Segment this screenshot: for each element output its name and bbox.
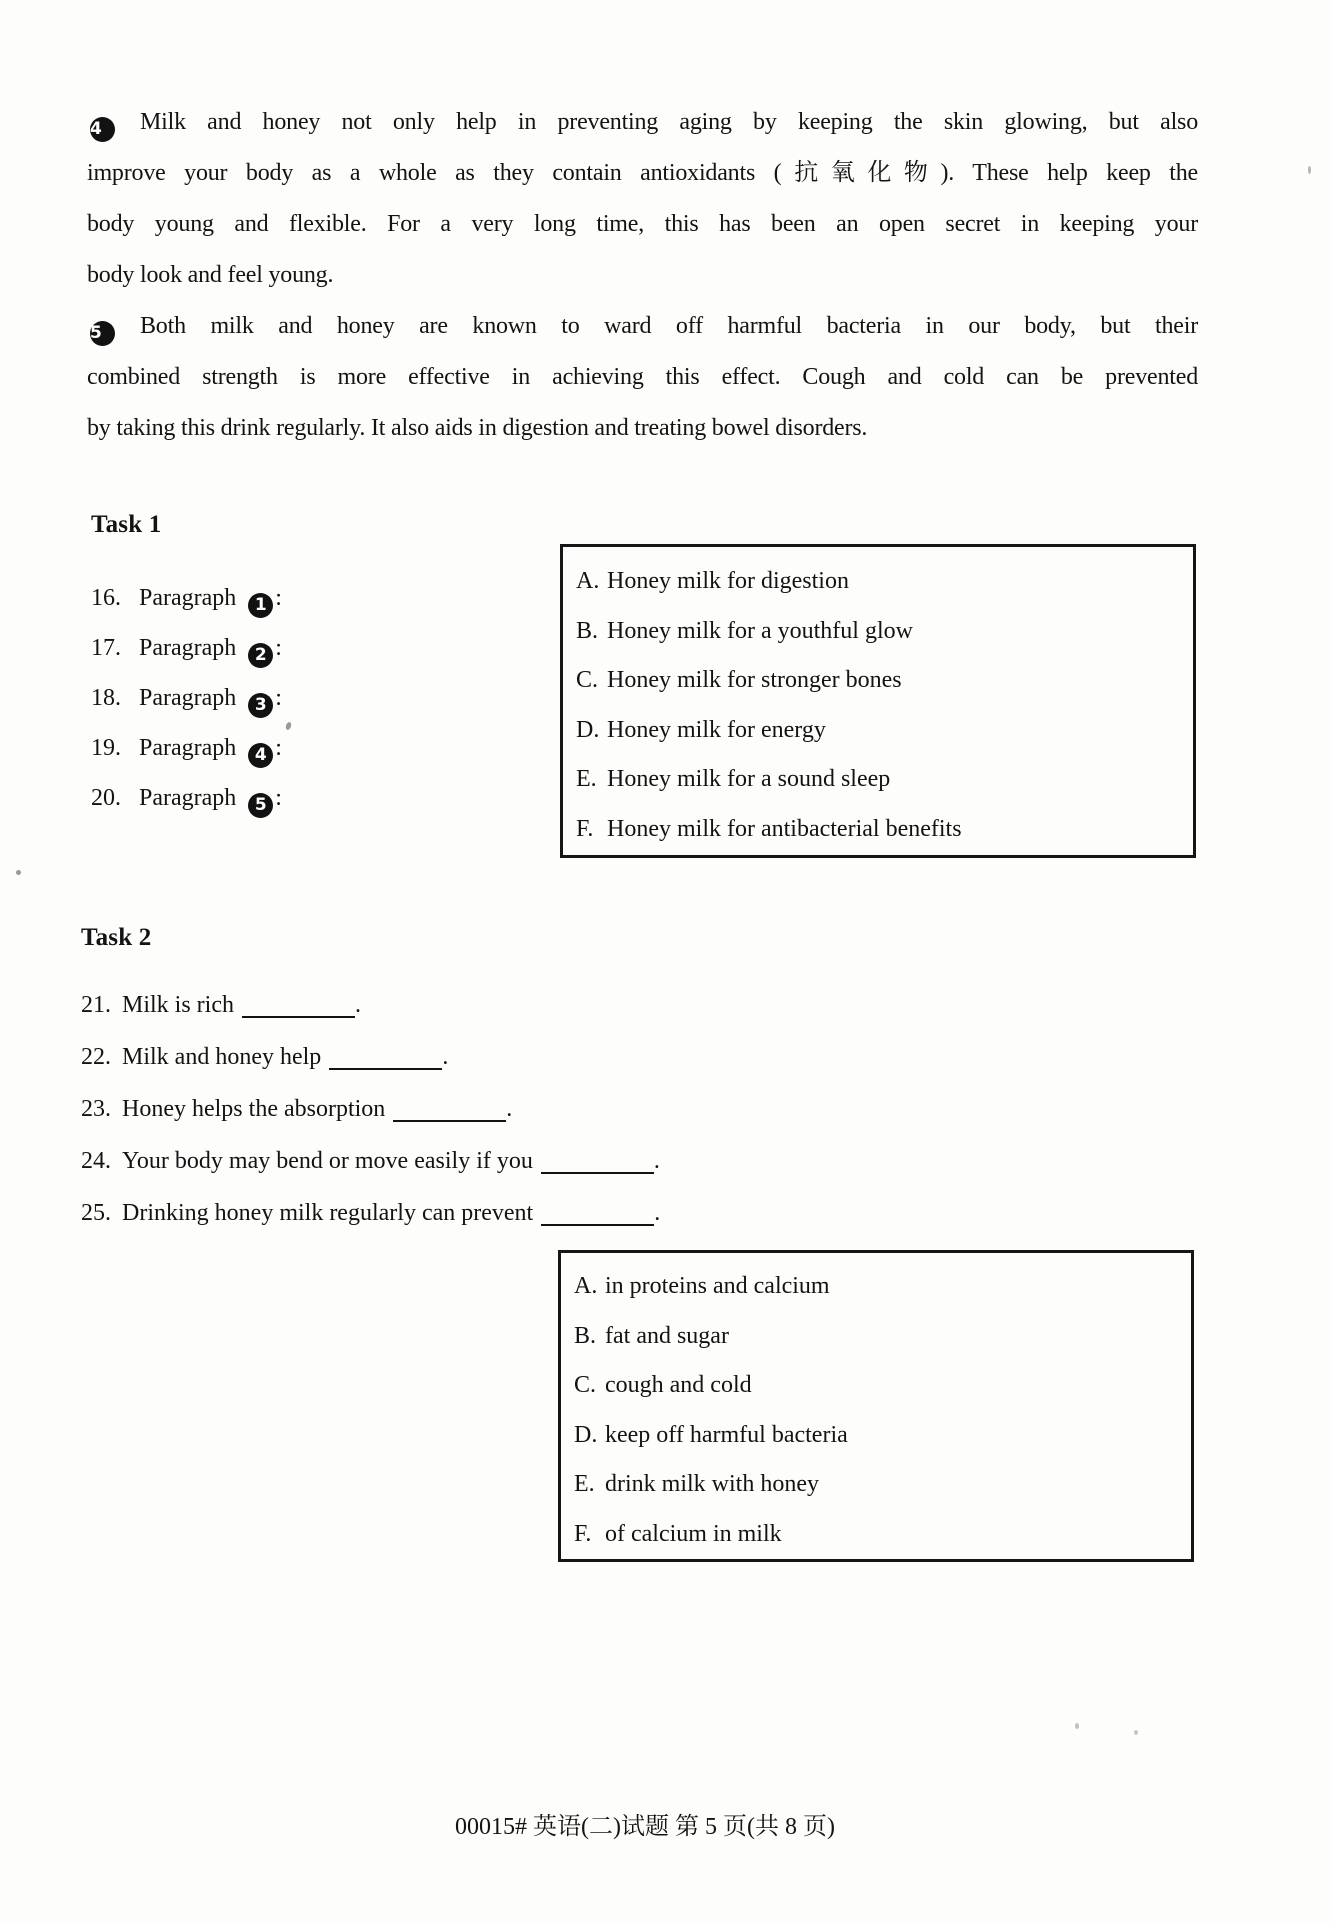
- paragraph-text: Both milk and honey are known to ward off harmful bacteria in our body, but their: [140, 313, 1198, 339]
- question-number: 24.: [81, 1148, 111, 1174]
- option-row-c: [574, 1361, 1191, 1411]
- question-text: Your body may bend or move easily if you: [122, 1148, 533, 1174]
- option-letter: C.: [576, 667, 599, 693]
- paragraph-5-marker-icon: 5: [90, 321, 115, 346]
- reading-passage: [87, 97, 1198, 454]
- option-row-d: [574, 1411, 1191, 1461]
- paragraph-line: improve your body as a whole as they contain antioxidants (抗氧化物). These help keep the: [87, 160, 1198, 186]
- question-colon: :: [275, 785, 282, 811]
- question-period: .: [653, 1148, 660, 1174]
- option-letter: B.: [576, 617, 599, 644]
- question-text: Paragraph: [139, 635, 237, 661]
- circled-1-icon: 1: [248, 593, 273, 618]
- paragraph-4: [87, 97, 1198, 301]
- task2-item-21: [81, 979, 660, 1031]
- task2-heading: Task 2: [81, 924, 152, 951]
- option-text: in proteins and calcium: [605, 1273, 830, 1299]
- question-period: .: [506, 1096, 513, 1122]
- question-text: Paragraph: [139, 685, 237, 711]
- task1-options-box: [560, 544, 1196, 858]
- question-number: 25.: [81, 1200, 111, 1226]
- option-letter: E.: [576, 766, 597, 792]
- paragraph-line: [87, 301, 1198, 352]
- option-text: Honey milk for antibacterial benefits: [607, 815, 962, 842]
- option-text: Honey milk for energy: [607, 716, 826, 743]
- task1-item-17: [91, 623, 282, 673]
- question-number: 22.: [81, 1044, 111, 1070]
- task1-item-20: [91, 773, 282, 823]
- option-row-b: [574, 1312, 1191, 1362]
- paragraph-4-marker-icon: 4: [90, 117, 115, 142]
- task2-item-25: [81, 1187, 660, 1239]
- option-text: drink milk with honey: [605, 1471, 819, 1497]
- question-number: 17.: [91, 635, 121, 661]
- scan-artifact: [1134, 1730, 1138, 1735]
- question-text: Drinking honey milk regularly can prevent: [122, 1200, 534, 1226]
- task2-item-24: [81, 1135, 660, 1187]
- paragraph-text: Milk and honey not only help in preventing aging by keeping the skin glowing, but also: [140, 109, 1198, 135]
- question-colon: :: [275, 635, 282, 661]
- option-text: cough and cold: [605, 1372, 752, 1398]
- question-period: .: [654, 1200, 661, 1226]
- circled-2-icon: 2: [248, 643, 273, 668]
- answer-blank: [541, 1164, 654, 1174]
- task2-question-list: [81, 979, 660, 1239]
- task1-question-list: [91, 573, 282, 823]
- question-number: 19.: [91, 735, 121, 761]
- option-row-b: [576, 607, 1193, 657]
- scan-artifact: [285, 721, 292, 730]
- option-letter: D.: [574, 1421, 598, 1448]
- task2-item-23: [81, 1083, 660, 1135]
- option-letter: F.: [574, 1520, 592, 1547]
- scan-artifact: [16, 870, 21, 875]
- option-row-f: [574, 1510, 1191, 1560]
- task2-item-22: [81, 1031, 660, 1083]
- option-text: Honey milk for digestion: [607, 568, 849, 594]
- scan-artifact: [1308, 166, 1311, 174]
- question-number: 21.: [81, 992, 111, 1018]
- option-row-a: [574, 1262, 1191, 1312]
- circled-3-icon: 3: [248, 693, 273, 718]
- answer-blank: [541, 1216, 654, 1226]
- question-period: .: [442, 1044, 449, 1070]
- question-colon: :: [275, 735, 282, 761]
- option-letter: F.: [576, 815, 594, 842]
- option-row-a: [576, 557, 1193, 607]
- question-period: .: [355, 992, 361, 1018]
- circled-5-icon: 5: [248, 793, 273, 818]
- answer-blank: [242, 1008, 355, 1018]
- option-text: Honey milk for stronger bones: [607, 667, 902, 693]
- task1-item-18: [91, 673, 282, 723]
- option-row-d: [576, 706, 1193, 756]
- paragraph-line: [87, 97, 1198, 148]
- task1-item-16: [91, 573, 282, 623]
- question-text: Paragraph: [139, 585, 237, 611]
- option-row-e: [576, 755, 1193, 805]
- page-footer: 00015# 英语(二)试题 第 5 页(共 8 页): [455, 1814, 835, 1840]
- task2-options-box: [558, 1250, 1194, 1562]
- circled-4-icon: 4: [248, 743, 273, 768]
- task1-item-19: [91, 723, 282, 773]
- question-text: Paragraph: [139, 735, 237, 761]
- option-text: of calcium in milk: [605, 1520, 782, 1547]
- question-number: 18.: [91, 685, 121, 711]
- option-text: Honey milk for a youthful glow: [607, 617, 913, 644]
- question-text: Milk and honey help: [122, 1044, 322, 1070]
- question-number: 23.: [81, 1096, 111, 1122]
- question-colon: :: [275, 685, 282, 711]
- question-colon: :: [275, 585, 282, 611]
- paragraph-line: body young and flexible. For a very long time, this has been an open secret in keeping your: [87, 211, 1198, 237]
- option-text: keep off harmful bacteria: [605, 1421, 848, 1448]
- task1-heading: Task 1: [91, 511, 162, 538]
- paragraph-5: [87, 301, 1198, 454]
- question-text: Paragraph: [139, 785, 237, 811]
- paragraph-line: body look and feel young.: [87, 262, 334, 288]
- option-letter: A.: [576, 568, 600, 594]
- answer-blank: [329, 1060, 442, 1070]
- option-text: Honey milk for a sound sleep: [607, 766, 891, 792]
- question-text: Honey helps the absorption: [122, 1096, 386, 1122]
- answer-blank: [393, 1112, 506, 1122]
- option-letter: C.: [574, 1372, 597, 1398]
- question-text: Milk is rich: [122, 992, 234, 1018]
- option-row-f: [576, 805, 1193, 855]
- option-letter: B.: [574, 1322, 597, 1349]
- option-row-c: [576, 656, 1193, 706]
- scan-artifact: [1075, 1723, 1079, 1729]
- option-letter: D.: [576, 716, 600, 743]
- question-number: 20.: [91, 785, 121, 811]
- paragraph-line: combined strength is more effective in achieving this effect. Cough and cold can be prevented: [87, 364, 1198, 390]
- option-letter: E.: [574, 1471, 595, 1497]
- option-text: fat and sugar: [605, 1322, 729, 1349]
- option-row-e: [574, 1460, 1191, 1510]
- paragraph-line: by taking this drink regularly. It also aids in digestion and treating bowel disorders.: [87, 415, 868, 441]
- option-letter: A.: [574, 1273, 598, 1299]
- question-number: 16.: [91, 585, 121, 611]
